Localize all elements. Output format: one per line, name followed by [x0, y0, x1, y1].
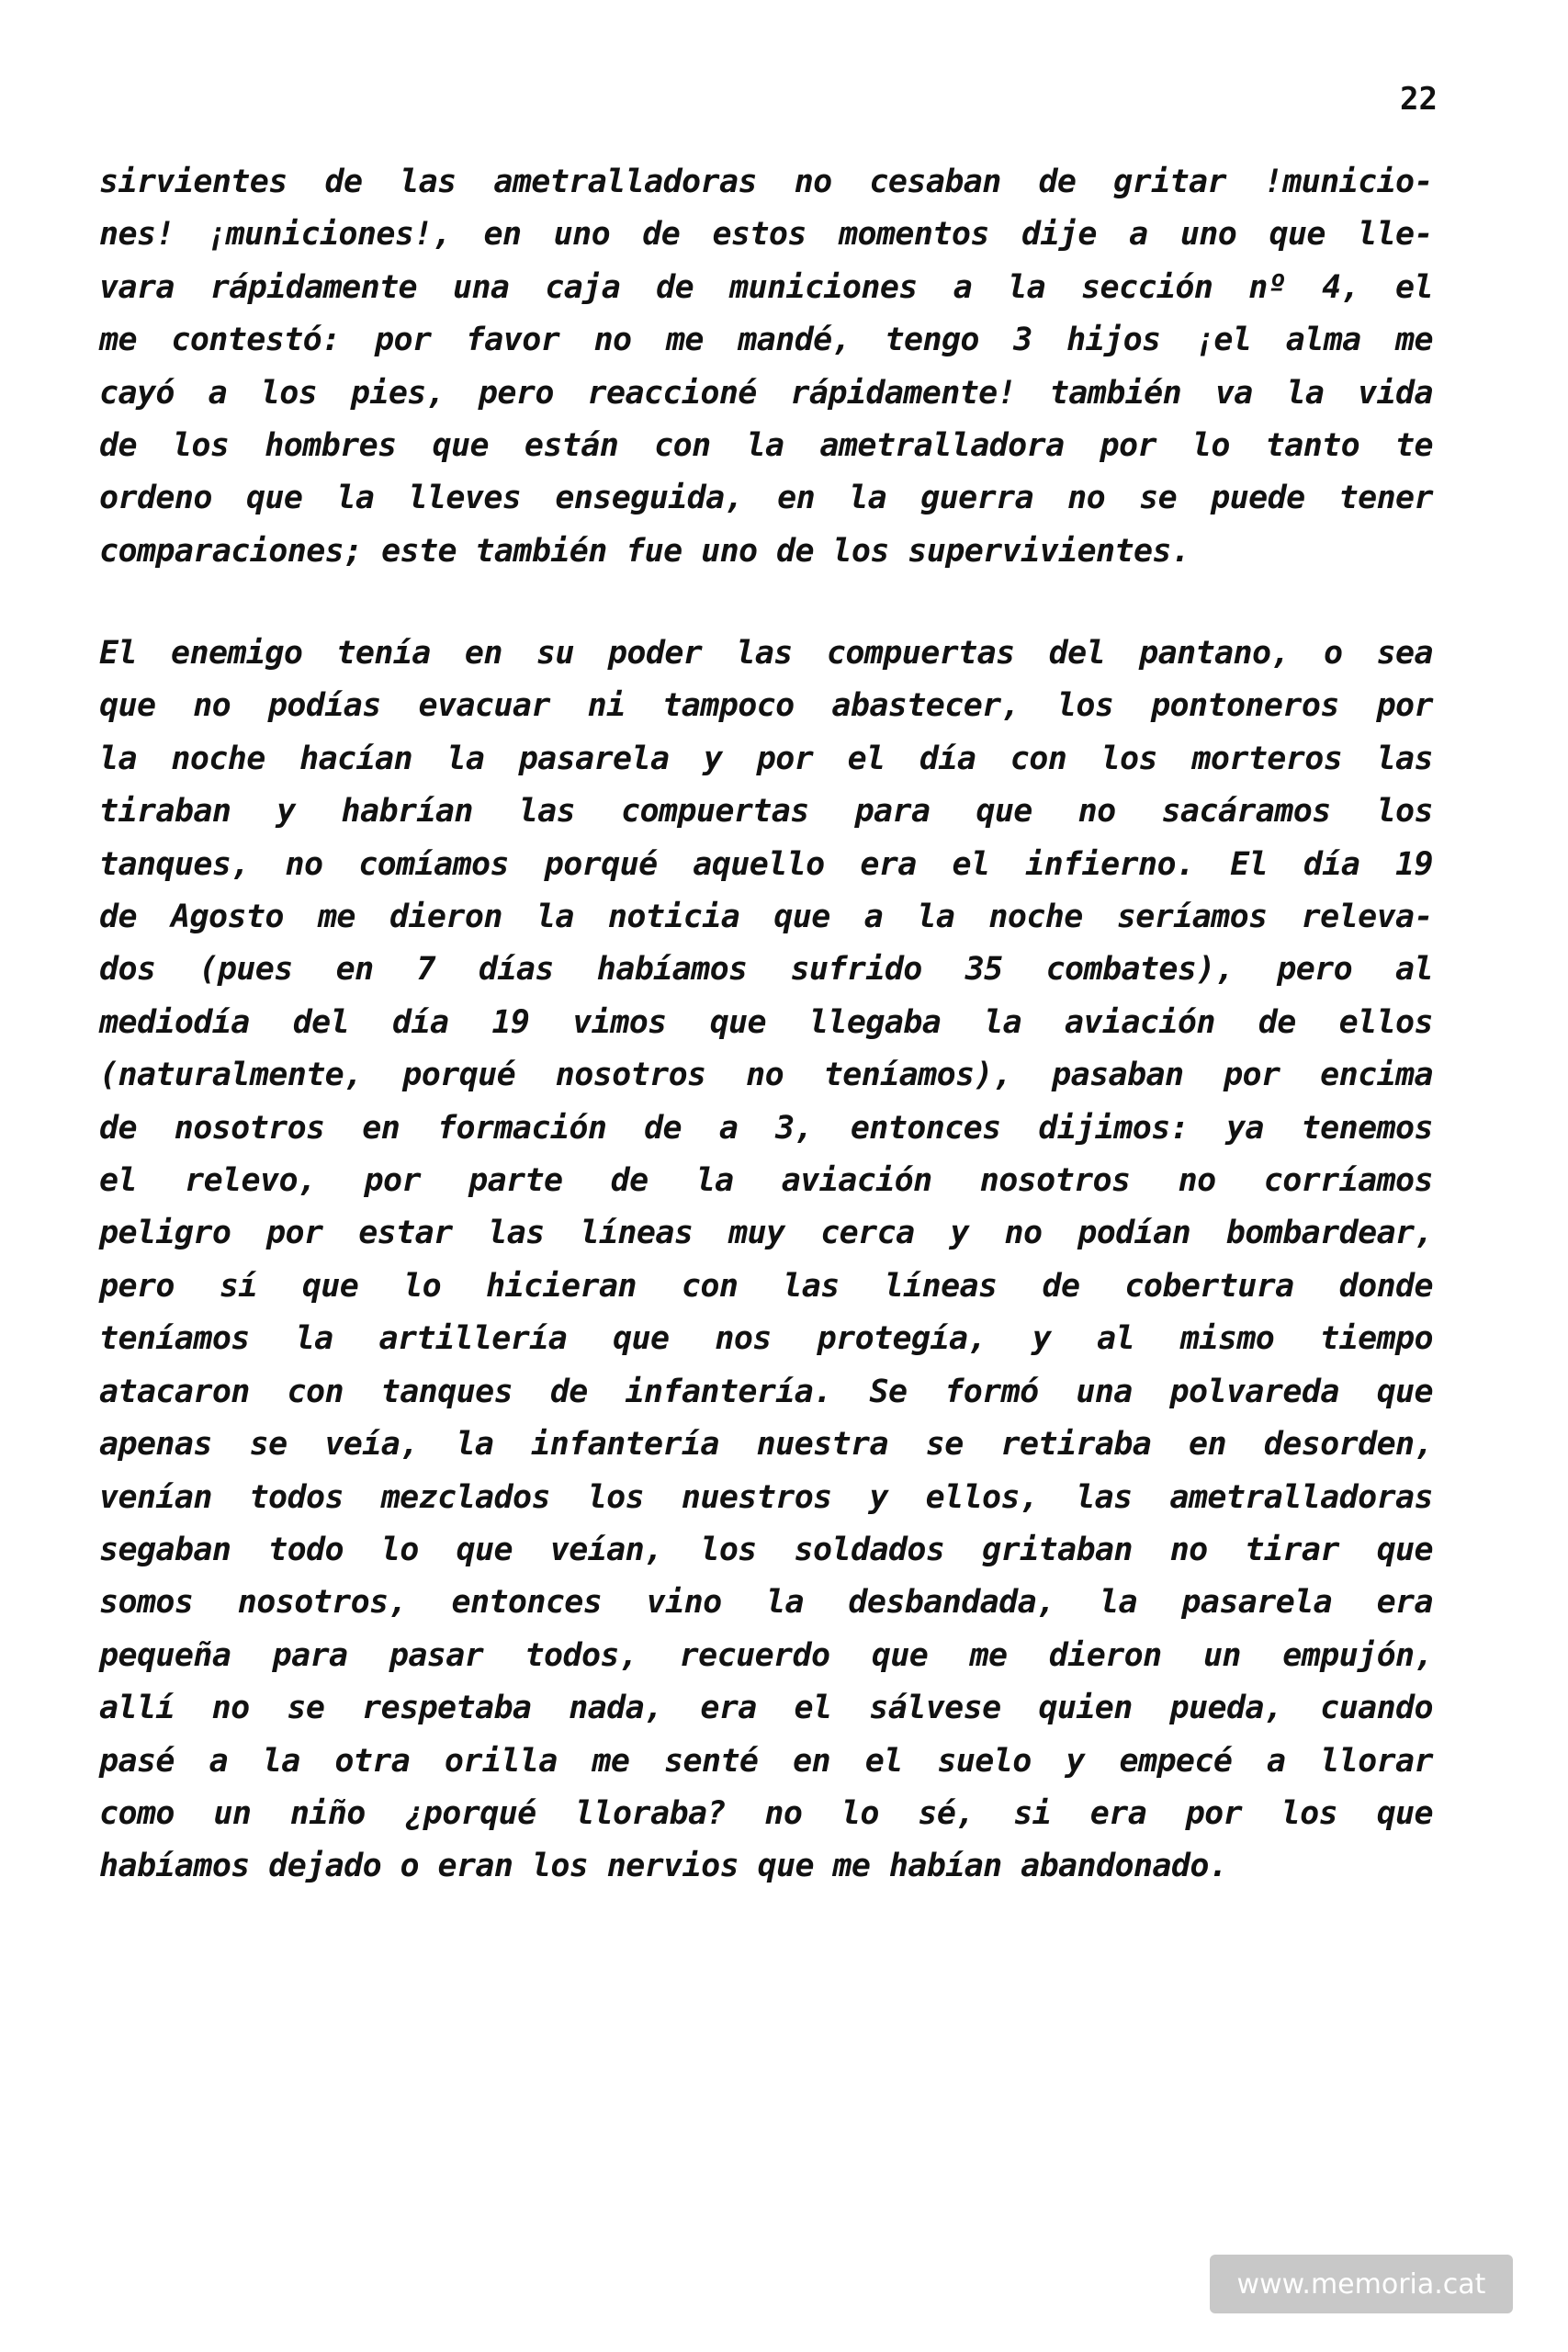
text-line: me contestó: por favor no me mandé, tengo 3 hijos ¡el alma me	[99, 322, 1433, 359]
watermark-badge: www.memoria.cat	[1210, 2255, 1513, 2313]
text-line: pasé a la otra orilla me senté en el suelo y empecé a llorar	[99, 1742, 1433, 1780]
text-line: nes! ¡municiones!, en uno de estos momentos dije a uno que lle-	[99, 216, 1433, 254]
text-line: como un niño ¿porqué lloraba? no lo sé, si era por los que	[99, 1794, 1433, 1832]
text-line: tanques, no comíamos porqué aquello era el infierno. El día 19	[99, 845, 1433, 883]
text-line: habíamos dejado o eran los nervios que me habían abandonado.	[99, 1848, 1228, 1885]
text-line: la noche hacían la pasarela y por el día con los morteros las	[99, 740, 1433, 777]
text-line: apenas se veía, la infantería nuestra se retiraba en desorden,	[99, 1426, 1433, 1464]
text-line: somos nosotros, entonces vino la desbandada, la pasarela era	[99, 1584, 1433, 1622]
text-line: allí no se respetaba nada, era el sálvese quien pueda, cuando	[99, 1690, 1433, 1727]
text-line: comparaciones; este también fue uno de los supervivientes.	[99, 532, 1190, 570]
text-line: tiraban y habrían las compuertas para que no sacáramos los	[99, 793, 1433, 831]
paragraph-1	[99, 156, 1433, 578]
text-line: ordeno que la lleves enseguida, en la guerra no se puede tener	[99, 480, 1433, 517]
text-line: dos (pues en 7 días habíamos sufrido 35 combates), pero al	[99, 951, 1433, 989]
text-line: El enemigo tenía en su poder las compuertas del pantano, o sea	[99, 635, 1433, 672]
text-line: venían todos mezclados los nuestros y ellos, las ametralladoras	[99, 1478, 1433, 1516]
text-line: peligro por estar las líneas muy cerca y no podían bombardear,	[99, 1215, 1433, 1252]
text-line: cayó a los pies, pero reaccioné rápidamente! también va la vida	[99, 374, 1433, 412]
text-line: pequeña para pasar todos, recuerdo que me dieron un empujón,	[99, 1636, 1433, 1674]
text-line: segaban todo lo que veían, los soldados gritaban no tirar que	[99, 1531, 1433, 1568]
text-line: sirvientes de las ametralladoras no cesaban de gritar !municio-	[99, 164, 1433, 200]
text-line: vara rápidamente una caja de municiones a la sección nº 4, el	[99, 268, 1433, 306]
text-line: que no podías evacuar ni tampoco abastecer, los pontoneros por	[99, 687, 1433, 725]
text-line: de los hombres que están con la ametralladora por lo tanto te	[99, 427, 1433, 465]
page-number: 22	[1400, 81, 1438, 118]
text-line: de Agosto me dieron la noticia que a la noche seríamos releva-	[99, 899, 1433, 936]
text-line: el relevo, por parte de la aviación nosotros no corríamos	[99, 1162, 1433, 1200]
text-line: atacaron con tanques de infantería. Se formó una polvareda que	[99, 1373, 1433, 1410]
text-line: pero sí que lo hicieran con las líneas de cobertura donde	[99, 1267, 1433, 1305]
text-line: de nosotros en formación de a 3, entonces dijimos: ya tenemos	[99, 1109, 1433, 1147]
text-line: mediodía del día 19 vimos que llegaba la aviación de ellos	[99, 1003, 1433, 1041]
text-line: (naturalmente, porqué nosotros no teníamos), pasaban por encima	[99, 1057, 1433, 1094]
text-line: teníamos la artillería que nos protegía, y al mismo tiempo	[99, 1320, 1433, 1358]
paragraph-2	[99, 628, 1433, 1894]
